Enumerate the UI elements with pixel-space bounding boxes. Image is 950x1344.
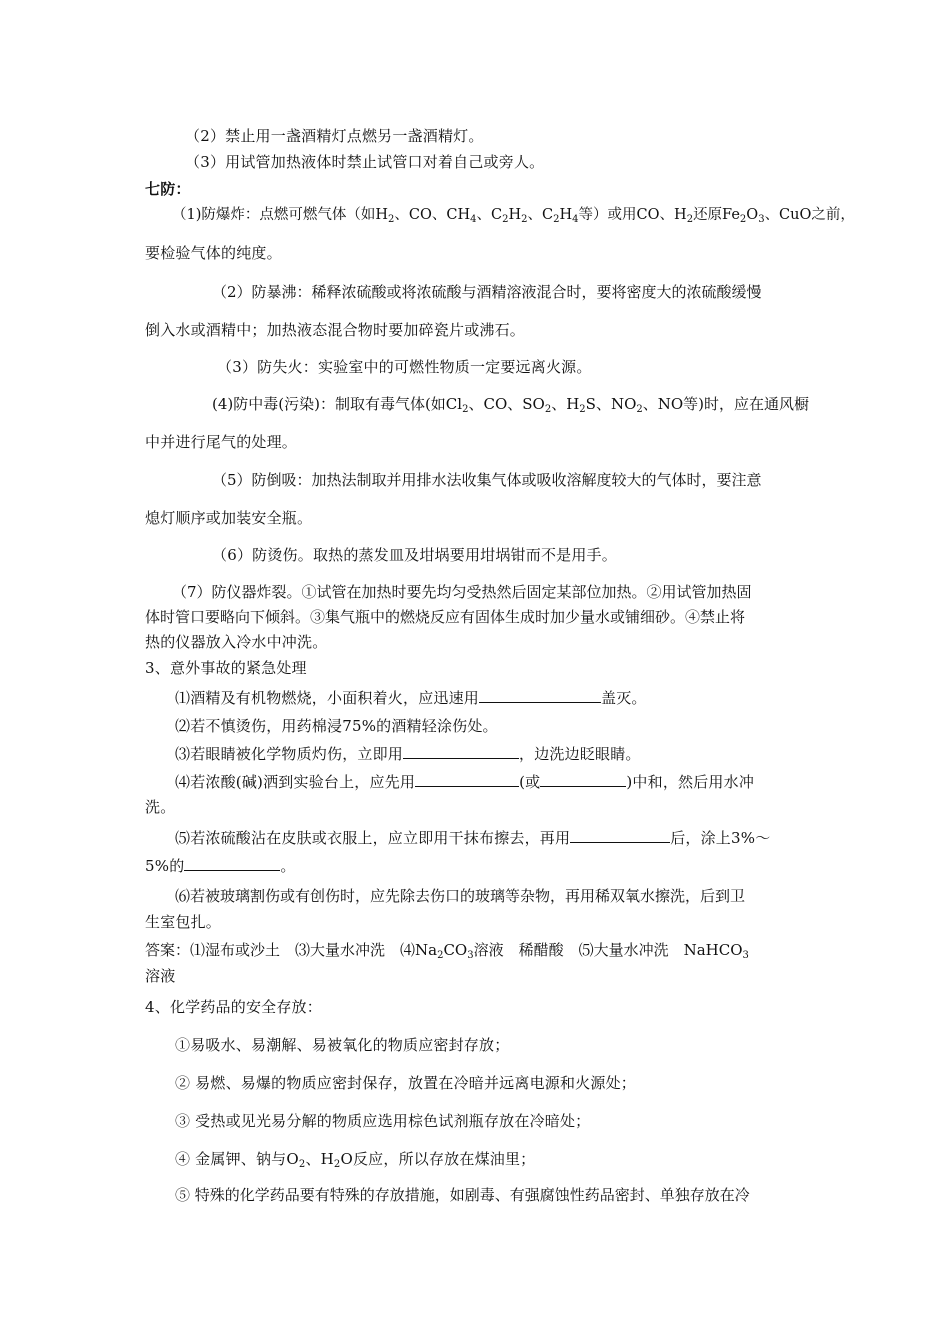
fill-in-blank[interactable] [415, 772, 519, 787]
paragraph-line: ⑸若浓硫酸沾在皮肤或衣服上，应立即用干抹布擦去，再用 后，涂上3%～ [175, 829, 771, 847]
list-item: ③ 受热或见光易分解的物质应选用棕色试剂瓶存放在冷暗处； [175, 1112, 591, 1130]
section-heading: 七防： [145, 180, 191, 198]
list-item: ② 易燃、易爆的物质应密封保存，放置在冷暗并远离电源和火源处； [175, 1074, 636, 1092]
paragraph-line: ⑹若被玻璃割伤或有创伤时，应先除去伤口的玻璃等杂物，再用稀双氧水擦洗，后到卫 [175, 887, 746, 905]
paragraph-line: 热的仪器放入冷水中冲洗。 [145, 633, 328, 651]
paragraph-line: 中并进行尾气的处理。 [145, 433, 298, 451]
paragraph-line: ⑵若不慎烫伤，用药棉浸75%的酒精轻涂伤处。 [175, 717, 498, 735]
paragraph-line: (4)防中毒(污染)：制取有毒气体(如$Cl_2$、CO、$SO_2$、$H_2S$、$NO_2$、NO等)时，应在通风橱 [212, 395, 810, 415]
paragraph-line: （6）防烫伤。取热的蒸发皿及坩埚要用坩埚钳而不是用手。 [212, 546, 617, 564]
paragraph-line: （2）防暴沸：稀释浓硫酸或将浓硫酸与酒精溶液混合时，要将密度大的浓硫酸缓慢 [212, 283, 762, 301]
list-item: ①易吸水、易潮解、易被氧化的物质应密封存放； [175, 1036, 510, 1054]
paragraph-line: 要检验气体的纯度。 [145, 244, 282, 262]
fill-in-blank[interactable] [570, 828, 670, 843]
section-heading: 3、意外事故的紧急处理 [145, 659, 307, 677]
paragraph-line: （3）防失火：实验室中的可燃性物质一定要远离火源。 [217, 358, 592, 376]
fill-in-blank[interactable] [184, 856, 280, 871]
paragraph-line: （7）防仪器炸裂。①试管在加热时要先均匀受热然后固定某部位加热。②用试管加热固 [172, 583, 752, 601]
paragraph-line: （2）禁止用一盏酒精灯点燃另一盏酒精灯。 [185, 127, 484, 145]
answer-line: 溶液 [145, 967, 176, 985]
paragraph-line: 洗。 [145, 798, 176, 816]
paragraph-line: 体时管口要略向下倾斜。③集气瓶中的燃烧反应有固体生成时加少量水或铺细砂。④禁止将 [145, 608, 746, 626]
paragraph-line: 生室包扎。 [145, 913, 222, 931]
answer-line: 答案：⑴湿布或沙土 ⑶大量水冲洗 $⑷Na_2CO_3$溶液 稀醋酸 ⑸大量水冲洗 NaHCO$_3$ [145, 941, 749, 961]
list-item: ⑤ 特殊的化学药品要有特殊的存放措施，如剧毒、有强腐蚀性药品密封、单独存放在冷 [175, 1186, 750, 1204]
paragraph-line: （1)防爆炸：点燃可燃气体（如$H_2$、CO、$CH_4$、$C_2H_2$、$C_2H_4$等）或用CO、$H_2$还原$Fe_2O_3$、CuO之前， [172, 207, 855, 225]
fill-in-blank[interactable] [403, 744, 519, 759]
paragraph-line: 熄灯顺序或加装安全瓶。 [145, 509, 313, 527]
list-item: ④ 金属钾、钠与$O_2$、$H_2O$反应，所以存放在煤油里； [175, 1150, 536, 1170]
paragraph-line: ⑴酒精及有机物燃烧，小面积着火，应迅速用 盖灭。 [175, 689, 647, 707]
paragraph-line: 5%的 。 [145, 857, 296, 875]
paragraph-line: 倒入水或酒精中；加热液态混合物时要加碎瓷片或沸石。 [145, 321, 526, 339]
fill-in-blank[interactable] [479, 688, 601, 703]
paragraph-line: （3）用试管加热液体时禁止试管口对着自己或旁人。 [185, 153, 545, 171]
section-heading: 4、化学药品的安全存放： [145, 998, 322, 1016]
paragraph-line: ⑶若眼睛被化学物质灼伤，立即用 ，边洗边眨眼睛。 [175, 745, 641, 763]
paragraph-line: ⑷若浓酸(碱)洒到实验台上，应先用 (或 )中和，然后用水冲 [175, 773, 755, 791]
paragraph-line: （5）防倒吸：加热法制取并用排水法收集气体或吸收溶解度较大的气体时，要注意 [212, 471, 762, 489]
fill-in-blank[interactable] [540, 772, 626, 787]
